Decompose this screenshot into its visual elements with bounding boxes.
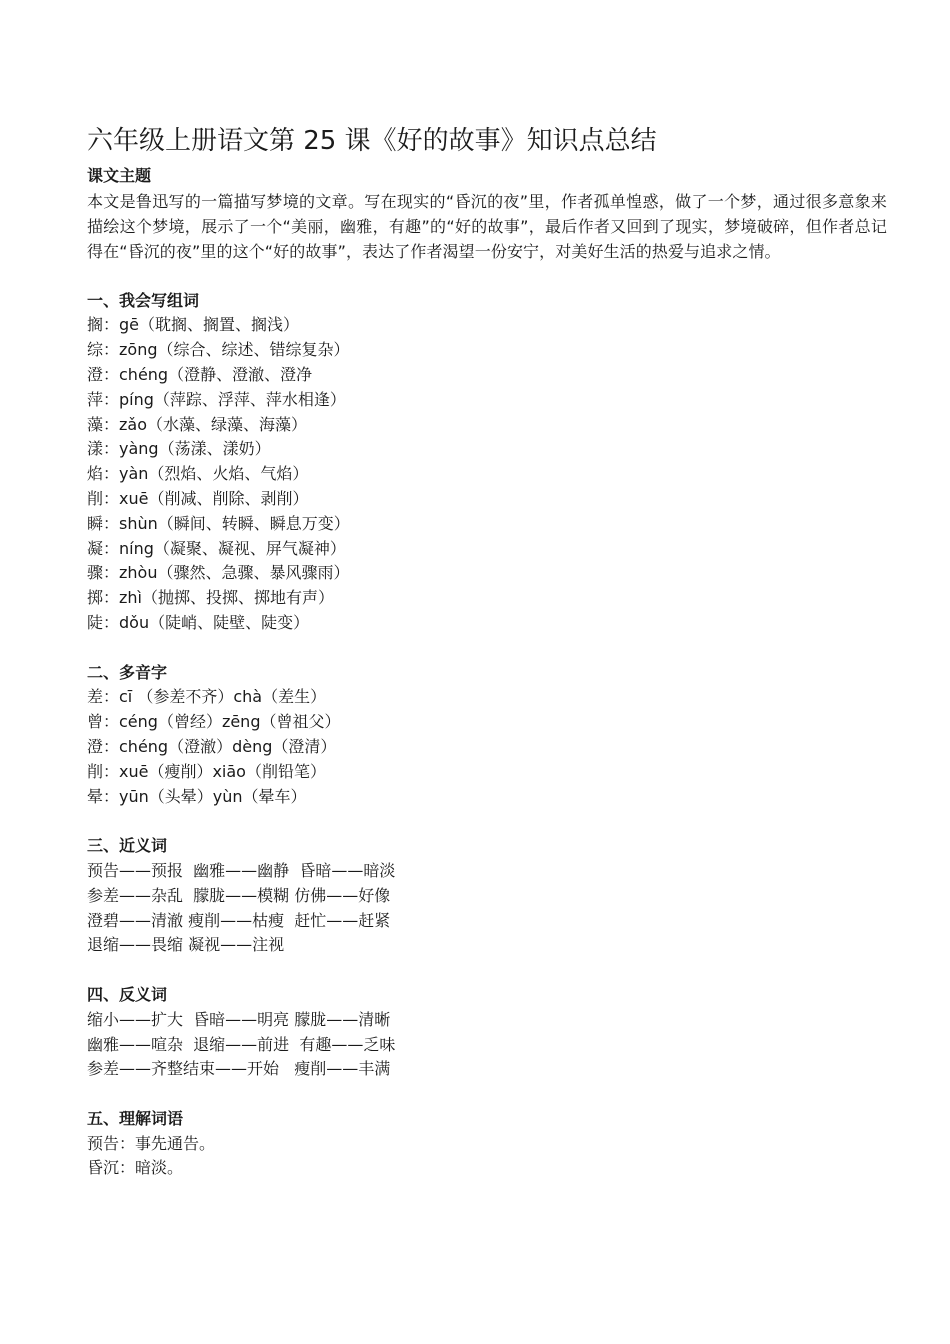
word-line: 掷：zhì（抛掷、投掷、掷地有声） [87, 588, 334, 608]
section-spacer [87, 958, 887, 983]
section-spacer [87, 1082, 887, 1107]
synonym-line: 澄碧——清澈 瘦削——枯瘦 赶忙——赶紧 [87, 910, 391, 930]
antonym-line: 缩小——扩大 昏暗——明亮 朦胧——清晰 [87, 1009, 391, 1029]
section-heading: 三、近义词 [87, 836, 168, 856]
section-polyphones [87, 661, 887, 810]
section-heading: 四、反义词 [87, 984, 168, 1004]
polyphone-line: 差：cī （参差不齐）chà（差生） [87, 687, 327, 707]
section-words [87, 289, 887, 636]
polyphone-line: 曾：céng（曾经）zēng（曾祖父） [87, 712, 341, 732]
polyphone-line: 晕：yūn（头晕）yùn（晕车） [87, 786, 307, 806]
word-line: 陡：dǒu（陡峭、陡壁、陡变） [87, 612, 310, 632]
theme-paragraph: 本文是鲁迅写的一篇描写梦境的文章。写在现实的“昏沉的夜”里，作者孤单惶惑，做了一个梦，通过很多意象来描绘这个梦境，展示了一个“美丽，幽雅，有趣”的“好的故事”，最后作者又回到了现实，梦境破碎，但作者总记得在“昏沉的夜”里的这个“好的故事”，表达了作者渴望一份安宁，对美好生活的热爱与追求之情。 [87, 191, 887, 261]
section-synonyms [87, 834, 887, 958]
word-line: 瞬：shùn（瞬间、转瞬、瞬息万变） [87, 513, 350, 533]
section-heading: 二、多音字 [87, 662, 168, 682]
section-spacer [87, 636, 887, 661]
word-line: 凝：níng（凝聚、凝视、屏气凝神） [87, 538, 346, 558]
section-heading: 一、我会写组词 [87, 290, 200, 310]
section-definitions [87, 1107, 887, 1181]
definition-line: 预告：事先通告。 [87, 1133, 216, 1153]
section-heading: 五、理解词语 [87, 1108, 184, 1128]
document-title: 六年级上册语文第 25 课《好的故事》知识点总结 [87, 126, 657, 156]
word-line: 藻：zǎo（水藻、绿藻、海藻） [87, 414, 307, 434]
word-line: 削：xuē（削减、削除、剥削） [87, 488, 309, 508]
document-page [87, 122, 887, 1181]
word-line: 综：zōng（综合、综述、错综复杂） [87, 340, 350, 360]
synonym-line: 参差——杂乱 朦胧——模糊 仿佛——好像 [87, 885, 391, 905]
definition-line: 昏沉：暗淡。 [87, 1158, 184, 1178]
word-line: 骤：zhòu（骤然、急骤、暴风骤雨） [87, 563, 350, 583]
theme-heading: 课文主题 [87, 166, 152, 185]
section-spacer [87, 809, 887, 834]
polyphone-line: 削：xuē（瘦削）xiāo（削铅笔） [87, 761, 326, 781]
word-line: 搁：gē（耽搁、搁置、搁浅） [87, 315, 300, 335]
word-line: 焰：yàn（烈焰、火焰、气焰） [87, 464, 309, 484]
theme-section [87, 164, 887, 264]
synonym-line: 预告——预报 幽雅——幽静 昏暗——暗淡 [87, 860, 396, 880]
polyphone-line: 澄：chéng（澄澈）dèng（澄清） [87, 736, 337, 756]
antonym-line: 参差——齐整结束——开始 瘦削——丰满 [87, 1059, 391, 1079]
word-line: 澄：chéng（澄静、澄澈、澄净 [87, 364, 313, 384]
synonym-line: 退缩——畏缩 凝视——注视 [87, 935, 285, 955]
section-antonyms [87, 983, 887, 1082]
antonym-line: 幽雅——喧杂 退缩——前进 有趣——乏味 [87, 1034, 396, 1054]
section-spacer [87, 264, 887, 289]
word-line: 漾：yàng（荡漾、漾奶） [87, 439, 271, 459]
word-line: 萍：píng（萍踪、浮萍、萍水相逢） [87, 389, 346, 409]
